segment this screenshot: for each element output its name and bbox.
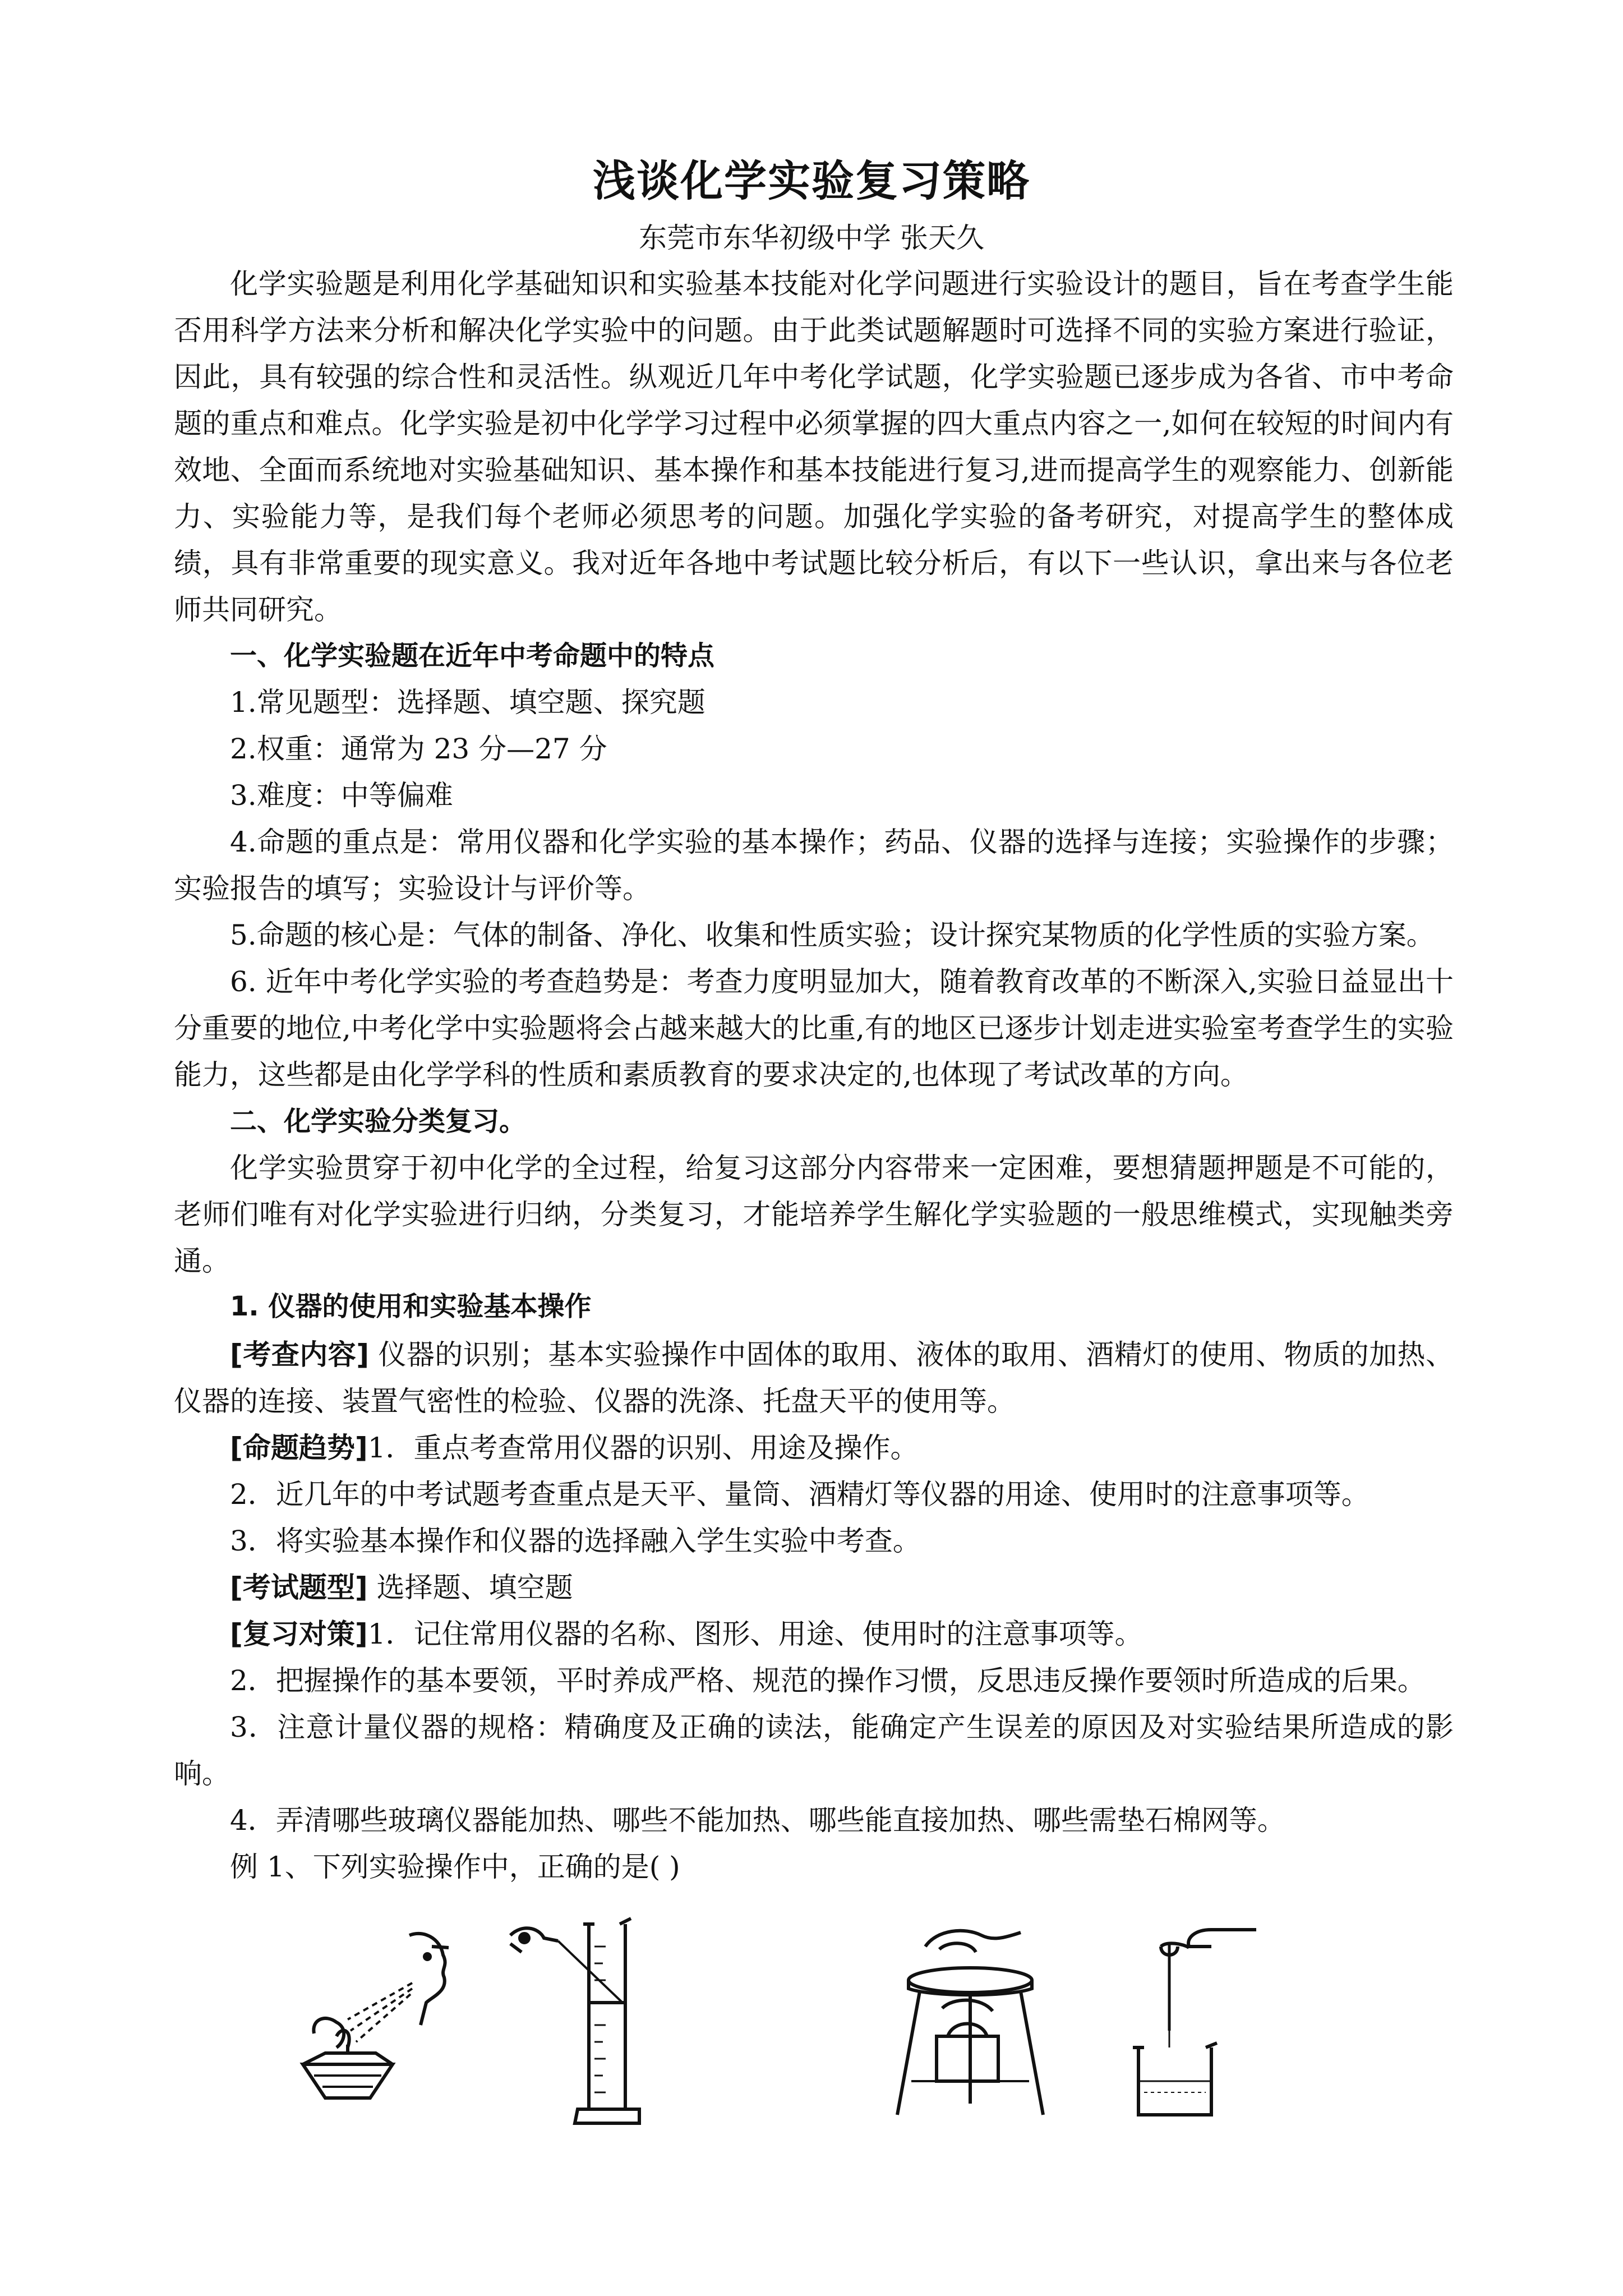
figure-blow-lamp bbox=[280, 1913, 482, 2115]
list-item: 4.命题的重点是：常用仪器和化学实验的基本操作；药品、仪器的选择与连接；实验操作的步骤；实验报告的填写；实验设计与评价等。 bbox=[174, 826, 1454, 905]
strategy-item: 1．记住常用仪器的名称、图形、用途、使用时的注意事项等。 bbox=[367, 1618, 1143, 1650]
type-line bbox=[230, 1565, 1458, 1611]
type-tag: [考试题型] bbox=[230, 1571, 368, 1604]
strategy-tag: [复习对策] bbox=[230, 1618, 368, 1650]
author-line: 东莞市东华初级中学 张天久 bbox=[639, 222, 984, 254]
trend-tag: [命题趋势] bbox=[230, 1432, 368, 1464]
intro-paragraph: 化学实验题是利用化学基础知识和实验基本技能对化学问题进行实验设计的题目，旨在考查学生能否用科学方法来分析和解决化学实验中的问题。由于此类试题解题时可选择不同的实验方案进行验证，因此，具有较强的综合性和灵活性。纵观近几年中考化学试题，化学实验题已逐步成为各省、市中考命题的重点和难点。化学实验是初中化学学习过程中必须掌握的四大重点内容之一,如何在较短的时间内有效地、全面而系统地对实验基础知识、基本操作和基本技能进行复习,进而提高学生的观察能力、创新能力、实验能力等，是我们每个老师必须思考的问题。加强化学实验的备考研究，对提高学生的整体成绩，具有非常重要的现实意义。我对近年各地中考试题比较分析后，有以下一些认识，拿出来与各位老师共同研究。 bbox=[174, 268, 1454, 626]
figure-measuring-cylinder bbox=[505, 1913, 651, 2132]
trend-item: 1．重点考查常用仪器的识别、用途及操作。 bbox=[367, 1432, 919, 1464]
section2-intro: 化学实验贯穿于初中化学的全过程，给复习这部分内容带来一定困难，要想猜题押题是不可能的，老师们唯有对化学实验进行归纳，分类复习，才能培养学生解化学实验题的一般思维模式，实现触类旁通。 bbox=[174, 1152, 1454, 1277]
strategy-item: 2．把握操作的基本要领，平时养成严格、规范的操作习惯，反思违反操作要领时所造成的后果。 bbox=[230, 1664, 1426, 1697]
trend-line bbox=[230, 1425, 1458, 1471]
strategy-item: 3．注意计量仪器的规格：精确度及正确的读法，能确定产生误差的原因及对实验结果所造成的影响。 bbox=[174, 1711, 1454, 1790]
strategy-item: 4．弄清哪些玻璃仪器能加热、哪些不能加热、哪些能直接加热、哪些需垫石棉网等。 bbox=[230, 1804, 1285, 1837]
strategy-line bbox=[230, 1611, 1458, 1658]
figure-dropper-beaker bbox=[1127, 1913, 1273, 2126]
trend-item: 3．将实验基本操作和仪器的选择融入学生实验中考查。 bbox=[230, 1525, 921, 1557]
section-heading-2: 二、化学实验分类复习。 bbox=[230, 1106, 527, 1137]
list-item: 1.常见题型：选择题、填空题、探究题 bbox=[230, 686, 706, 719]
content-paragraph bbox=[174, 1332, 1454, 1425]
list-item: 6. 近年中考化学实验的考查趋势是：考查力度明显加大，随着教育改革的不断深入,实验日益显出十分重要的地位,中考化学中实验题将会占越来越大的比重,有的地区已逐步计划走进实验室考查学生的实验能力，这些都是由化学学科的性质和素质教育的要求决定的,也体现了考试改革的方向。 bbox=[174, 965, 1454, 1091]
section-heading-1: 一、化学实验题在近年中考命题中的特点 bbox=[230, 640, 715, 671]
list-item: 5.命题的核心是：气体的制备、净化、收集和性质实验；设计探究某物质的化学性质的实验方案。 bbox=[230, 919, 1435, 951]
content-tag: [考查内容] bbox=[230, 1338, 370, 1371]
content-text: 仪器的识别；基本实验操作中固体的取用、液体的取用、酒精灯的使用、物质的加热、仪器的连接、装置气密性的检验、仪器的洗涤、托盘天平的使用等。 bbox=[174, 1338, 1454, 1418]
list-item: 2.权重：通常为 23 分—27 分 bbox=[230, 733, 607, 765]
trend-item: 2．近几年的中考试题考查重点是天平、量筒、酒精灯等仪器的用途、使用时的注意事项等。 bbox=[230, 1478, 1370, 1511]
page-title: 浅谈化学实验复习策略 bbox=[593, 156, 1030, 206]
example-question: 例 1、下列实验操作中，正确的是( ) bbox=[230, 1851, 680, 1883]
subsection-heading: 1. 仪器的使用和实验基本操作 bbox=[230, 1291, 592, 1322]
type-text: 选择题、填空题 bbox=[367, 1571, 573, 1604]
list-item: 3.难度：中等偏难 bbox=[230, 779, 453, 812]
figure-tripod-heating bbox=[886, 1913, 1054, 2126]
